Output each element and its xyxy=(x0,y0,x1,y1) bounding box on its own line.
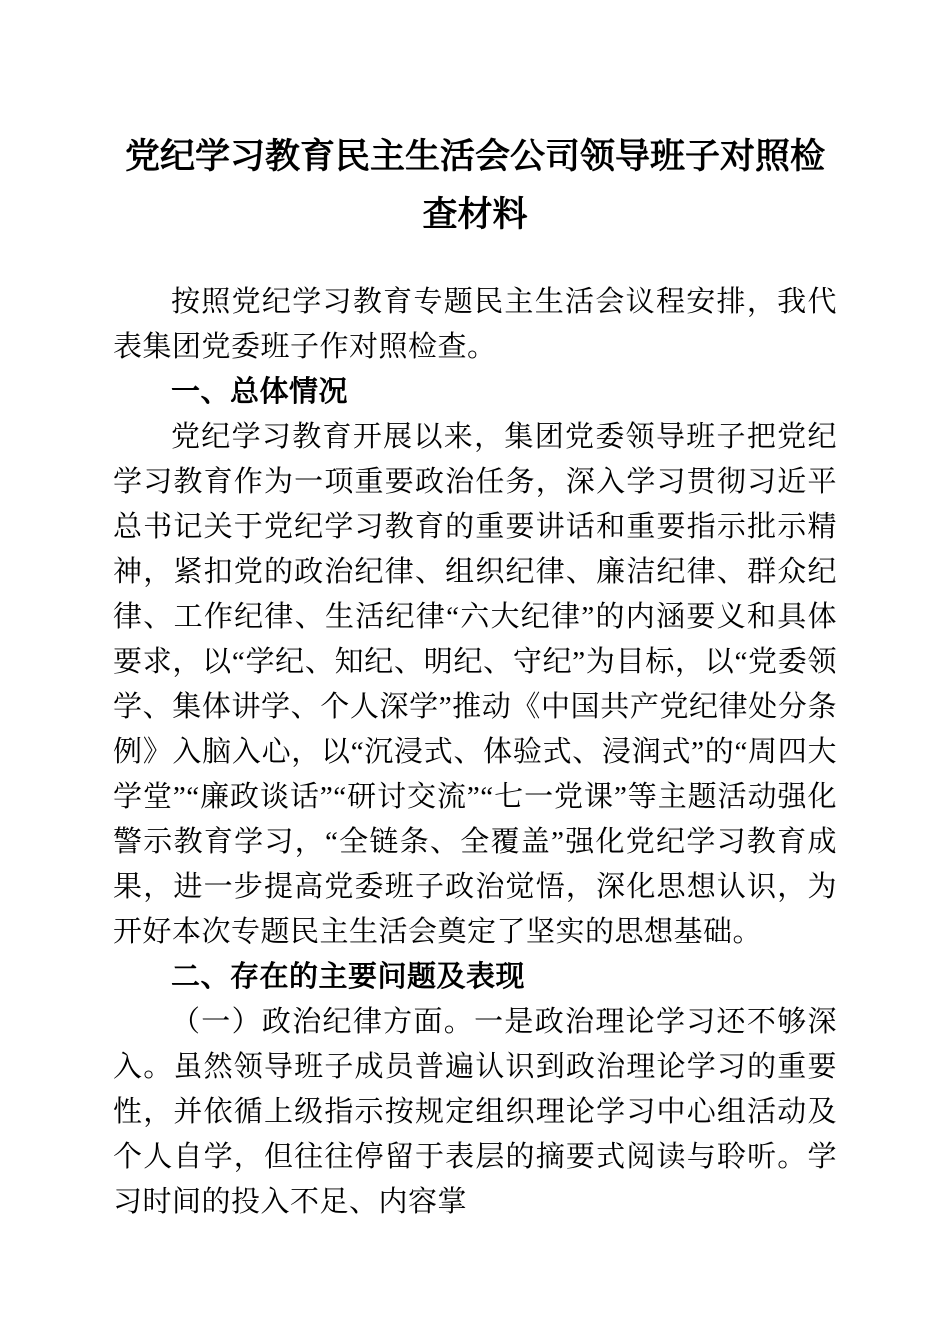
problems-paragraph xyxy=(113,1000,837,1225)
clause-label-political-discipline: （一）政治纪律方面。 xyxy=(171,1006,475,1038)
overall-situation-paragraph: 党纪学习教育开展以来，集团党委领导班子把党纪学习教育作为一项重要政治任务，深入学习贯彻习近平总书记关于党纪学习教育的重要讲话和重要指示批示精神，紧扣党的政治纪律、组织纪律、廉洁纪律、群众纪律、工作纪律、生活纪律“六大纪律”的内涵要义和具体要求，以“学纪、知纪、明纪、守纪”为目标，以“党委领学、集体讲学、个人深学”推动《中国共产党纪律处分条例》入脑入心，以“沉浸式、体验式、浸润式”的“周四大学堂”“廉政谈话”“研讨交流”“七一党课”等主题活动强化警示教育学习，“全链条、全覆盖”强化党纪学习教育成果，进一步提高党委班子政治觉悟，深化思想认识，为开好本次专题民主生活会奠定了坚实的思想基础。 xyxy=(113,421,837,948)
section-heading-overall-situation: 一、总体情况 xyxy=(171,376,349,408)
document-title: 党纪学习教育民主生活会公司领导班子对照检查材料 xyxy=(124,137,825,234)
issue-statement-theory-study: 一是政治理论学习还不够深入。 xyxy=(113,1006,837,1083)
section-heading-main-problems: 二、存在的主要问题及表现 xyxy=(171,961,526,993)
document-content xyxy=(113,128,837,1225)
issue-detail-theory-study: 虽然领导班子成员普遍认识到政治理论学习的重要性，并依循上级指示按规定组织理论学习中心组活动及个人自学，但往往停留于表层的摘要式阅读与聆听。学习时间的投入不足、内容掌 xyxy=(113,1051,837,1218)
intro-paragraph: 按照党纪学习教育专题民主生活会议程安排，我代表集团党委班子作对照检查。 xyxy=(113,286,837,363)
